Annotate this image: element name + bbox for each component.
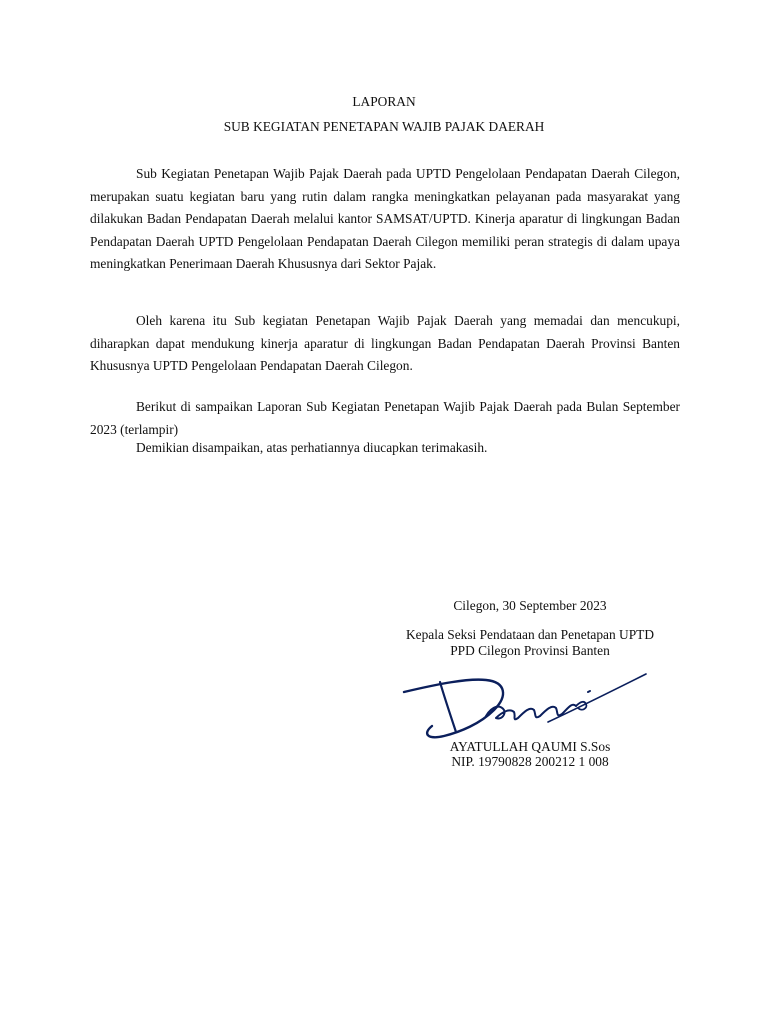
paragraph-text: Demikian disampaikan, atas perhatiannya diucapkan terimakasih. [136,440,488,455]
signature-position-line2: PPD Cilegon Provinsi Banten [450,643,610,658]
paragraph-report-note [90,396,680,441]
signatory-name: AYATULLAH QAUMI S.Sos [449,739,611,754]
document-title: LAPORAN [352,94,416,109]
handwritten-signature-icon [398,662,650,744]
signatory-nip: NIP. 19790828 200212 1 008 [451,754,609,769]
document-subtitle: SUB KEGIATAN PENETAPAN WAJIB PAJAK DAERAH [223,119,545,134]
paragraph-intro [90,163,680,276]
signature-place-date: Cilegon, 30 September 2023 [453,598,607,613]
paragraph-closing [136,437,696,460]
paragraph-purpose [90,310,680,378]
paragraph-text: Oleh karena itu Sub kegiatan Penetapan Wajib Pajak Daerah yang memadai dan mencukupi, diharapkan dapat mendukung kinerja aparatur di lingkungan Badan Pendapatan Daerah Provinsi Banten Khususnya UPTD Pengelolaan Pendapatan Daerah Cilegon. [90,313,680,373]
paragraph-text: Sub Kegiatan Penetapan Wajib Pajak Daerah pada UPTD Pengelolaan Pendapatan Daerah Cilegon, merupakan suatu kegiatan baru yang rutin dalam rangka meningkatkan pelayanan pada masyarakat yang dilakukan Badan Pendapatan Daerah melalui kantor SAMSAT/UPTD. Kinerja aparatur di lingkungan Badan Pendapatan Daerah UPTD Pengelolaan Pendapatan Daerah Cilegon memiliki peran strategis di dalam upaya meningkatkan Penerimaan Daerah Khususnya dari Sektor Pajak. [90,166,680,271]
paragraph-text: Berikut di sampaikan Laporan Sub Kegiatan Penetapan Wajib Pajak Daerah pada Bulan September 2023 (terlampir) [90,399,680,437]
signature-position-line1: Kepala Seksi Pendataan dan Penetapan UPTD [405,627,655,642]
